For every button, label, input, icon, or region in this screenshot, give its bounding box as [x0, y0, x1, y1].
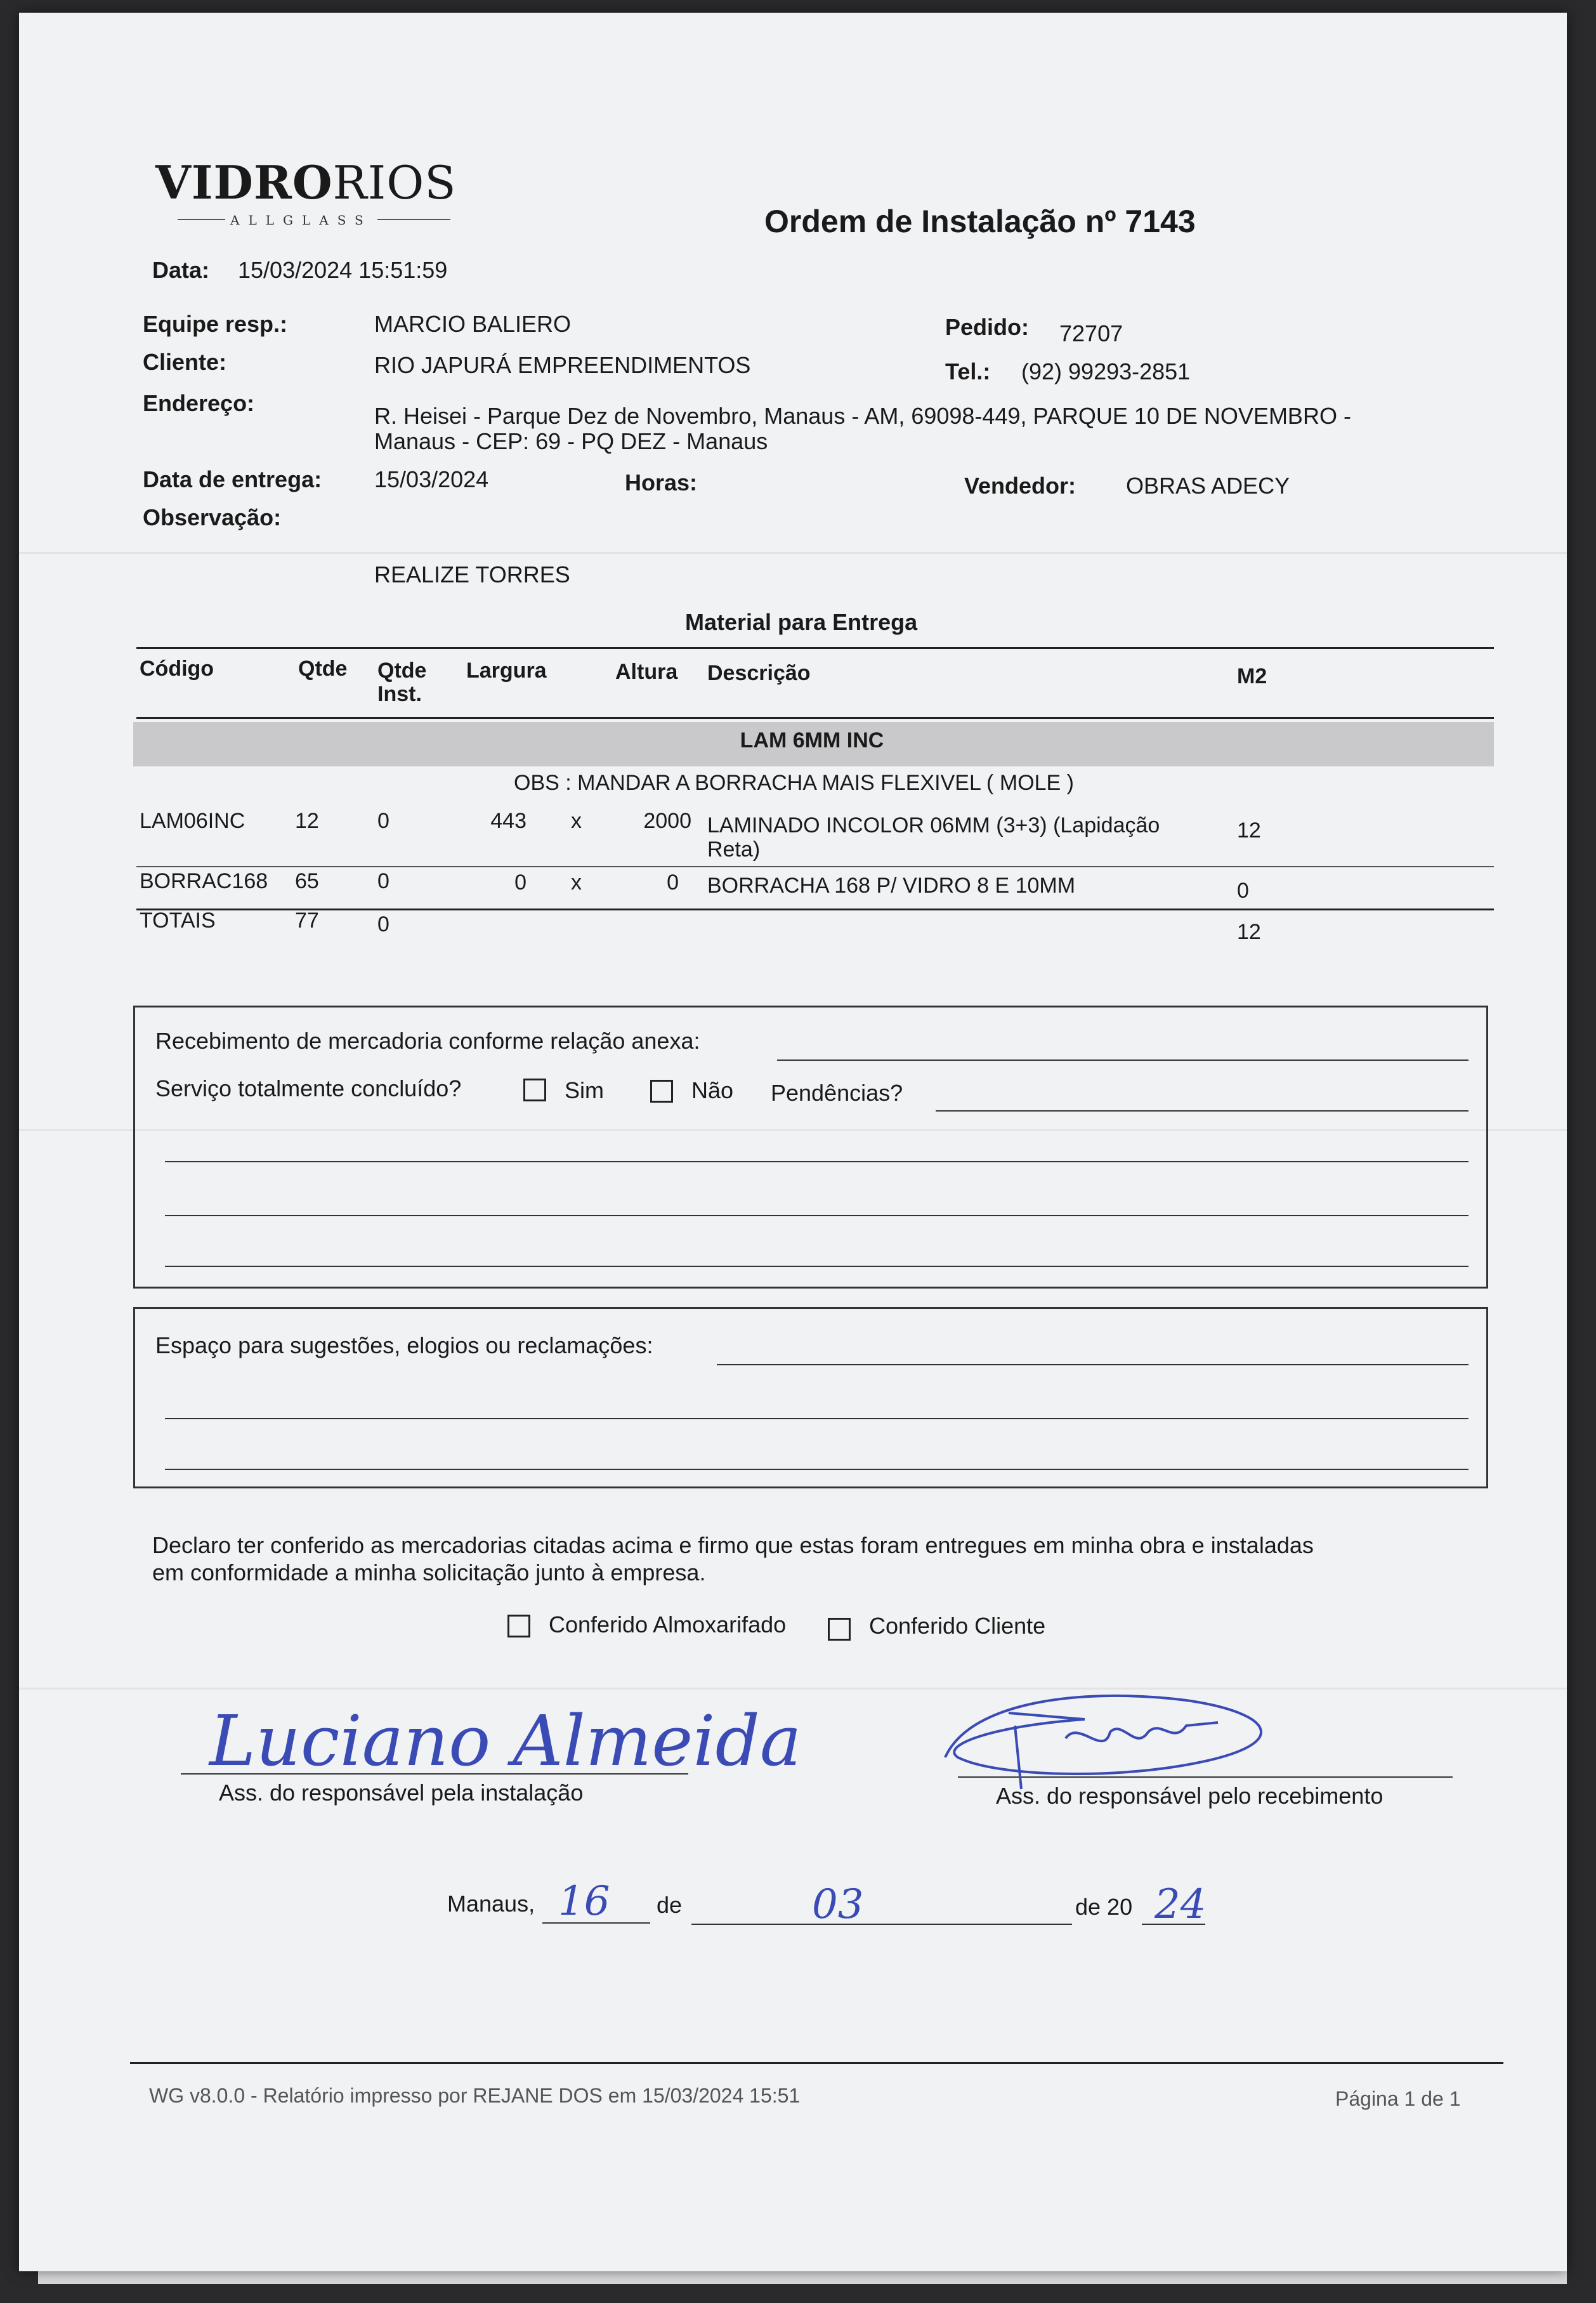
observation-value: REALIZE TORRES — [374, 561, 570, 587]
row-height: 0 — [667, 870, 679, 895]
declaration-line-2: em conformidade a minha solicitação junto à empresa. — [152, 1559, 706, 1585]
service-yes-label: Sim — [565, 1077, 604, 1103]
client-checked-checkbox[interactable] — [828, 1618, 851, 1641]
date-de-1: de — [657, 1892, 683, 1918]
date-value: 15/03/2024 15:51:59 — [238, 257, 448, 283]
receipt-text: Recebimento de mercadoria conforme relação anexa: — [155, 1028, 700, 1054]
totals-qty: 77 — [295, 909, 319, 933]
client-value: RIO JAPURÁ EMPREENDIMENTOS — [374, 352, 751, 378]
service-no-checkbox[interactable] — [650, 1080, 673, 1103]
warehouse-checked-checkbox[interactable] — [507, 1615, 530, 1637]
fold-line — [19, 1688, 1567, 1690]
totals-inst-qty: 0 — [377, 912, 389, 936]
col-header-m2: M2 — [1237, 664, 1267, 688]
row-code: BORRAC168 — [140, 869, 268, 893]
footer-page-number: Página 1 de 1 — [1335, 2087, 1461, 2110]
delivery-date-label: Data de entrega: — [143, 466, 322, 492]
receiver-signature-label: Ass. do responsável pelo recebimento — [996, 1783, 1383, 1809]
city-label: Manaus, — [447, 1891, 535, 1917]
warehouse-checked-label: Conferido Almoxarifado — [549, 1611, 787, 1637]
service-no-label: Não — [691, 1077, 734, 1103]
totals-m2: 12 — [1237, 920, 1261, 944]
row-qty: 12 — [295, 809, 319, 833]
row-width: 0 — [514, 870, 527, 895]
row-rule — [136, 866, 1494, 867]
month-handwritten: 03 — [812, 1881, 864, 1928]
material-section-title: Material para Entrega — [685, 609, 918, 635]
row-m2: 12 — [1237, 818, 1261, 843]
client-checked-label: Conferido Cliente — [869, 1613, 1046, 1639]
address-line-2: Manaus - CEP: 69 - PQ DEZ - Manaus — [374, 428, 768, 454]
day-handwritten: 16 — [558, 1878, 610, 1925]
row-height: 2000 — [643, 809, 691, 833]
row-width: 443 — [490, 809, 527, 833]
suggestions-text: Espaço para sugestões, elogios ou reclamações: — [155, 1332, 653, 1358]
col-header-inst-qty: Qtde — [377, 659, 427, 683]
row-code: LAM06INC — [140, 809, 245, 833]
suggestions-line-extra[interactable] — [165, 1469, 1468, 1470]
row-description: BORRACHA 168 P/ VIDRO 8 E 10MM — [707, 874, 1076, 898]
col-header-description: Descrição — [707, 661, 811, 685]
installer-signature-label: Ass. do responsável pela instalação — [219, 1780, 584, 1806]
pending-line-extra[interactable] — [165, 1266, 1468, 1267]
company-logo: VIDRORIOS — [155, 155, 457, 209]
totals-rule — [136, 909, 1494, 910]
seller-value: OBRAS ADECY — [1126, 473, 1290, 499]
document-title: Ordem de Instalação nº 7143 — [764, 204, 1196, 239]
service-yes-checkbox[interactable] — [523, 1079, 546, 1101]
pending-line[interactable] — [936, 1110, 1468, 1112]
row-description-2: Reta) — [707, 837, 761, 862]
installer-signature: Luciano Almeida — [209, 1700, 802, 1781]
footer-print-info: WG v8.0.0 - Relatório impresso por REJANE DOS em 15/03/2024 15:51 — [149, 2084, 801, 2107]
col-header-height: Altura — [615, 660, 678, 684]
row-inst-qty: 0 — [377, 809, 389, 833]
row-times: x — [571, 870, 582, 895]
declaration-line-1: Declaro ter conferido as mercadorias citadas acima e firmo que estas foram entregues em minha obra e instaladas — [152, 1532, 1314, 1558]
totals-label: TOTAIS — [140, 909, 216, 933]
phone-label: Tel.: — [945, 358, 991, 384]
installation-order-document — [19, 13, 1567, 2271]
col-header-code: Código — [140, 657, 214, 681]
row-m2: 0 — [1237, 879, 1249, 903]
group-label: LAM 6MM INC — [740, 728, 884, 752]
delivery-date-value: 15/03/2024 — [374, 466, 489, 492]
observation-note: OBS : MANDAR A BORRACHA MAIS FLEXIVEL ( MOLE ) — [514, 771, 1074, 795]
footer-rule — [130, 2062, 1503, 2064]
row-description: LAMINADO INCOLOR 06MM (3+3) (Lapidação — [707, 813, 1160, 837]
order-label: Pedido: — [945, 314, 1029, 340]
suggestions-line-extra[interactable] — [165, 1418, 1468, 1419]
pending-label: Pendências? — [771, 1080, 903, 1106]
address-label: Endereço: — [143, 390, 255, 416]
col-header-qty: Qtde — [298, 657, 348, 681]
logo-tagline: ALLGLASS — [225, 213, 377, 228]
row-qty: 65 — [295, 869, 319, 893]
suggestions-line[interactable] — [717, 1364, 1468, 1365]
year-handwritten: 24 — [1154, 1881, 1207, 1928]
observation-label: Observação: — [143, 504, 282, 530]
fold-line — [19, 552, 1567, 554]
team-value: MARCIO BALIERO — [374, 311, 572, 337]
pending-line-extra[interactable] — [165, 1215, 1468, 1216]
row-inst-qty: 0 — [377, 869, 389, 893]
hours-label: Horas: — [625, 469, 698, 495]
receipt-line[interactable] — [777, 1060, 1468, 1061]
col-header-inst-qty-2: Inst. — [377, 682, 422, 706]
col-header-width: Largura — [466, 659, 547, 683]
header-rule — [136, 717, 1494, 719]
seller-label: Vendedor: — [964, 473, 1076, 499]
pending-line-extra[interactable] — [165, 1161, 1468, 1162]
address-line-1: R. Heisei - Parque Dez de Novembro, Manaus - AM, 69098-449, PARQUE 10 DE NOVEMBRO - — [374, 403, 1351, 429]
month-line[interactable] — [691, 1924, 1072, 1925]
row-times: x — [571, 809, 582, 833]
date-label: Data: — [152, 257, 210, 283]
phone-value: (92) 99293-2851 — [1021, 358, 1191, 384]
service-question: Serviço totalmente concluído? — [155, 1075, 462, 1101]
team-label: Equipe resp.: — [143, 311, 288, 337]
order-value: 72707 — [1059, 320, 1123, 346]
table-top-rule — [136, 647, 1494, 649]
date-de-2: de 20 — [1075, 1894, 1133, 1920]
client-label: Cliente: — [143, 349, 227, 375]
